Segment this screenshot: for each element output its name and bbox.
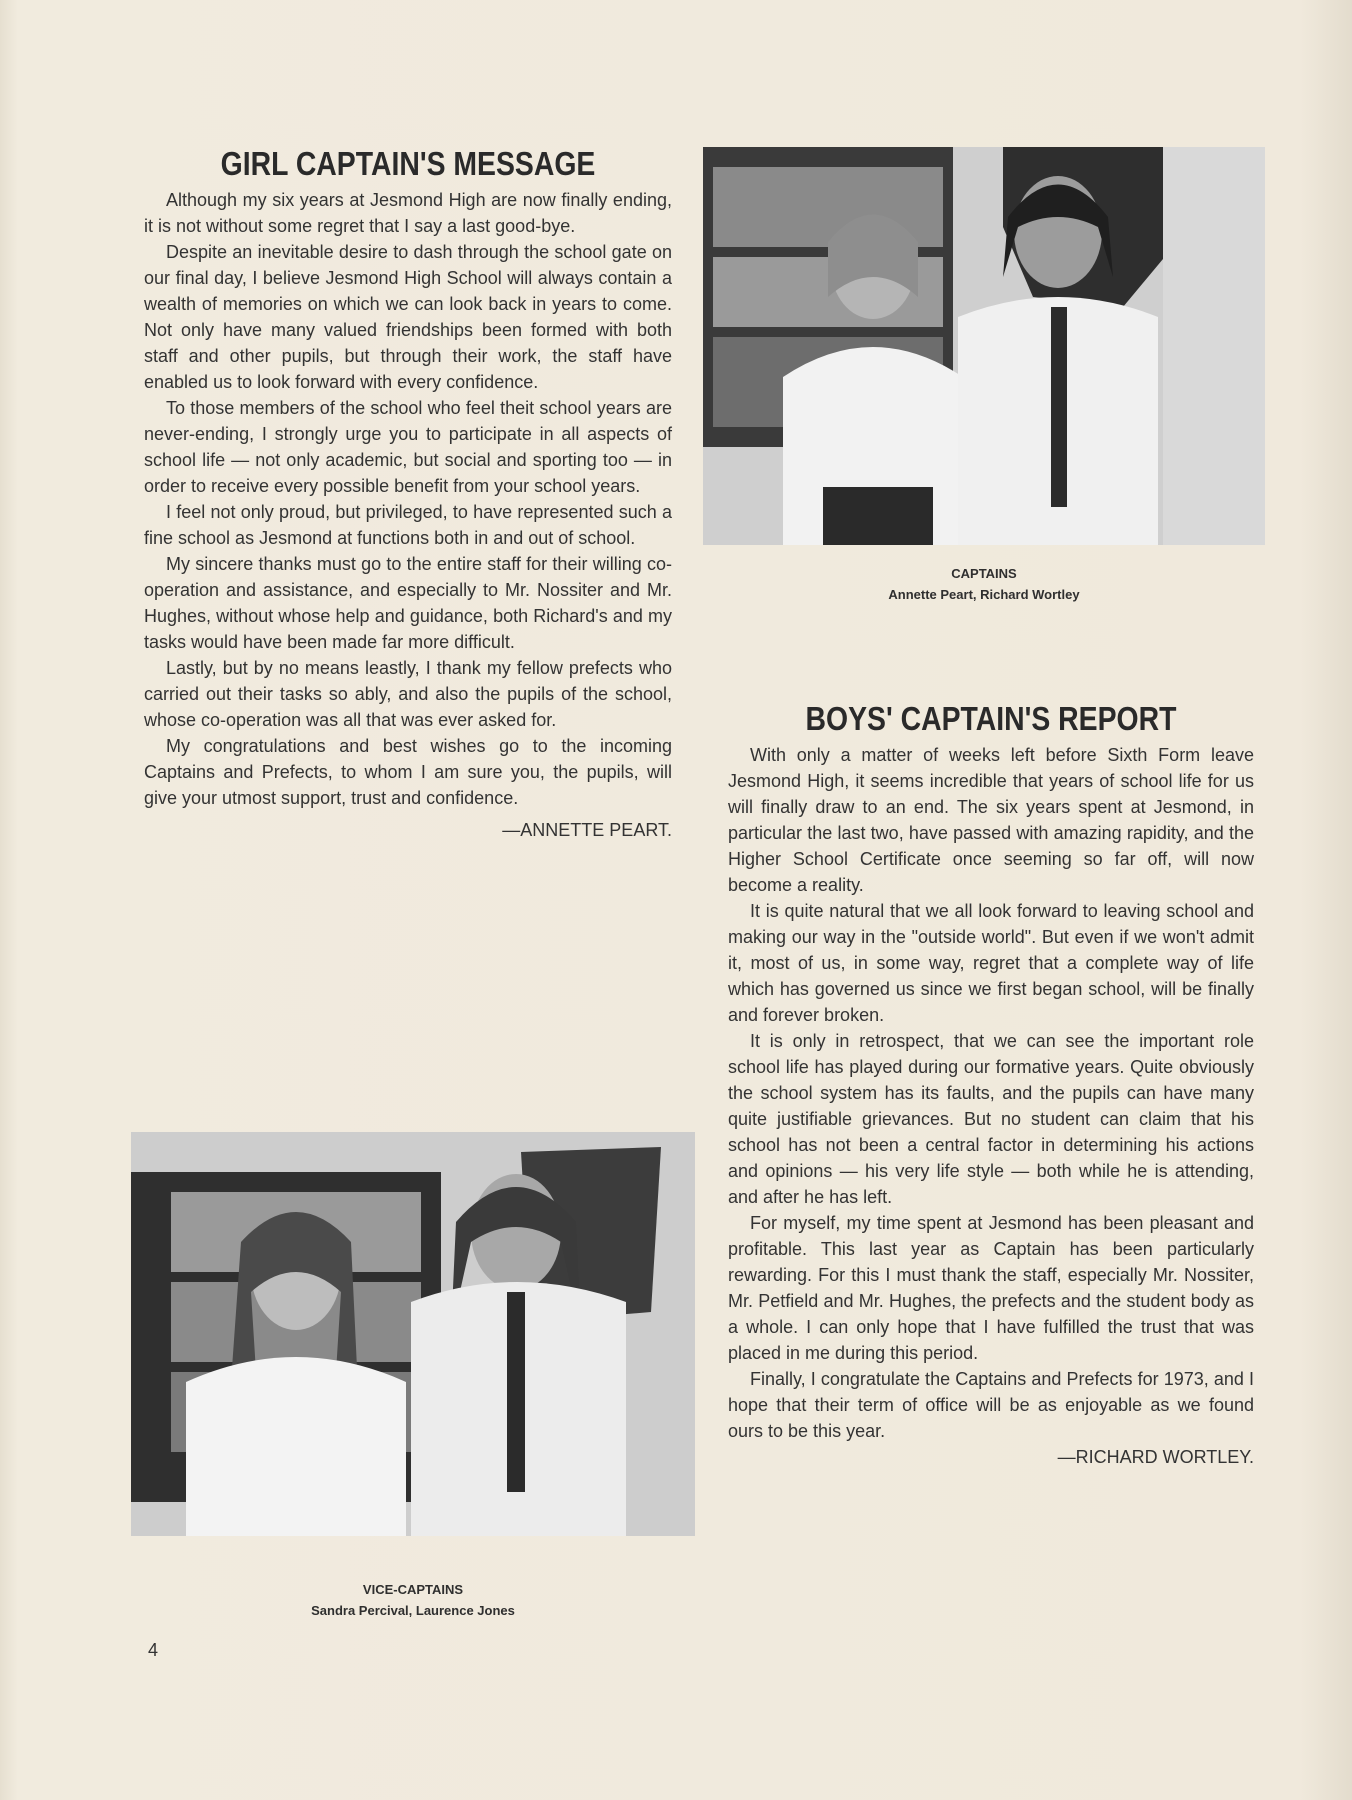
girl-message-signature: —ANNETTE PEART. (502, 820, 672, 840)
girl-message-paragraph: Lastly, but by no means leastly, I thank my fellow prefects who carried out their tasks so ably, and also the pupils of the school, whose co-operation was all that was ever asked for. (144, 658, 672, 730)
girl-message-paragraph: To those members of the school who feel theit school years are never-ending, I strongly urge you to participate in all aspects of school life — not only academic, but social and sporting too — in order to receive every possible benefit from your school years. (144, 398, 672, 496)
captains-caption (703, 563, 1265, 605)
boys-report-title: BOYS' CAPTAIN'S REPORT (805, 700, 1177, 737)
boys-report-paragraph: For myself, my time spent at Jesmond has been pleasant and profitable. This last year as Captain has been particularly rewarding. For this I must thank the staff, especially Mr. Nossiter, Mr. Petfield and Mr. Hughes, the prefects and the student body as a whole. I can only hope that I have fulfilled the trust that was placed in me during this period. (728, 1213, 1254, 1363)
boys-report-signature: —RICHARD WORTLEY. (1057, 1447, 1254, 1467)
girl-message-paragraph: My sincere thanks must go to the entire staff for their willing co-operation and assistance, and especially to Mr. Nossiter and Mr. Hughes, without whose help and guidance, both Richard's and my tasks would have been made far more difficult. (144, 554, 672, 652)
captains-caption-names: Annette Peart, Richard Wortley (888, 587, 1080, 602)
page-number: 4 (148, 1640, 159, 1660)
captains-photo-image (703, 147, 1265, 545)
boys-report-paragraph: It is only in retrospect, that we can see the important role school life has played during our formative years. Quite obviously the school system has its faults, and the pupils can have many quite justifiable grievances. But no student can claim that his school has not been a central factor in determining his actions and opinions — his very life style — both while he is attending, and after he has left. (728, 1031, 1254, 1207)
vice-captains-photo-image (131, 1132, 695, 1536)
vice-captains-photo (131, 1132, 695, 1536)
vice-captains-caption-title: VICE-CAPTAINS (362, 1582, 464, 1597)
boys-report-paragraph: With only a matter of weeks left before Sixth Form leave Jesmond High, it seems incredible that years of school life for us will finally draw to an end. The six years spent at Jesmond, in particular the last two, have passed with amazing rapidity, and the Higher School Certificate once seeming so far off, will now become a reality. (728, 745, 1254, 895)
girl-captain-message (144, 145, 672, 843)
girl-message-paragraph: I feel not only proud, but privileged, to have represented such a fine school as Jesmond at functions both in and out of school. (144, 502, 672, 548)
boys-report-paragraph: Finally, I congratulate the Captains and Prefects for 1973, and I hope that their term of office will be as enjoyable as we found ours to be this year. (728, 1369, 1254, 1441)
vice-captains-caption-names: Sandra Percival, Laurence Jones (311, 1603, 515, 1618)
girl-message-paragraph: Despite an inevitable desire to dash through the school gate on our final day, I believe Jesmond High School will always contain a wealth of memories on which we can look back in years to come. Not only have many valued friendships been formed with both staff and other pupils, but through their work, the staff have enabled us to look forward with every confidence. (144, 242, 672, 392)
girl-message-title: GIRL CAPTAIN'S MESSAGE (220, 145, 596, 182)
girl-message-paragraph: My congratulations and best wishes go to the incoming Captains and Prefects, to whom I am sure you, the pupils, will give your utmost support, trust and confidence. (144, 736, 672, 808)
captains-caption-title: CAPTAINS (951, 566, 1017, 581)
girl-message-paragraph: Although my six years at Jesmond High are now finally ending, it is not without some regret that I say a last good-bye. (144, 190, 672, 236)
boys-report-paragraph: It is quite natural that we all look forward to leaving school and making our way in the "outside world". But even if we won't admit it, most of us, in some way, regret that a complete way of life which has governed us since we first began school, will be finally and forever broken. (728, 901, 1254, 1025)
vice-captains-caption (131, 1579, 695, 1621)
captains-photo (703, 147, 1265, 545)
boys-captain-report (728, 700, 1254, 1470)
